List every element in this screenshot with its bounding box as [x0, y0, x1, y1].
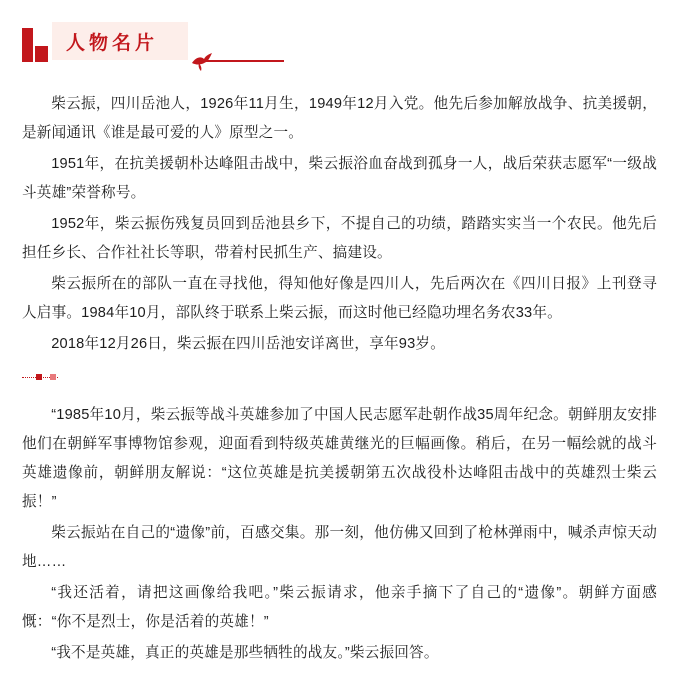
paragraph: 1952年，柴云振伤残复员回到岳池县乡下，不提自己的功绩，踏踏实实当一个农民。他先后担任乡长、合作社社长等职，带着村民抓生产、搞建设。	[22, 216, 657, 261]
divider-square-dark	[36, 374, 42, 380]
paragraph: 1951年，在抗美援朝朴达峰阻击战中，柴云振浴血奋战到孤身一人，战后荣获志愿军“一级战斗英雄”荣誉称号。	[22, 156, 657, 201]
paragraph: 2018年12月26日，柴云振在四川岳池安详离世，享年93岁。	[51, 336, 446, 352]
document-header	[22, 14, 657, 76]
paragraph: “我还活着，请把这画像给我吧。”柴云振请求，他亲手摘下了自己的“遗像”。朝鲜方面感慨：“你不是烈士，你是活着的英雄！”	[22, 585, 657, 630]
paragraph: 柴云振所在的部队一直在寻找他，得知他好像是四川人，先后两次在《四川日报》上刊登寻人启事。1984年10月，部队终于联系上柴云振，而这时他已经隐功埋名务农33年。	[22, 276, 657, 321]
accent-block-tall	[22, 28, 33, 62]
divider-square-light	[50, 374, 56, 380]
paragraph: 柴云振，四川岳池人，1926年11月生，1949年12月入党。他先后参加解放战争、抗美援朝，是新闻通讯《谁是最可爱的人》原型之一。	[22, 96, 657, 141]
paragraph: “我不是英雄，真正的英雄是那些牺牲的战友。”柴云振回答。	[51, 645, 439, 661]
accent-block-short	[35, 46, 48, 62]
paragraph: 柴云振站在自己的“遗像”前，百感交集。那一刻，他仿佛又回到了枪林弹雨中，喊杀声惊天动地……	[22, 525, 657, 570]
document-page	[0, 14, 679, 677]
bird-icon	[190, 50, 214, 72]
page-title: 人物名片	[66, 32, 159, 54]
section-one	[22, 90, 657, 359]
section-two	[22, 401, 657, 668]
section-divider	[22, 365, 657, 391]
paragraph: “1985年10月，柴云振等战斗英雄参加了中国人民志愿军赴朝作战35周年纪念。朝鲜朋友安排他们在朝鲜军事博物馆参观，迎面看到特级英雄黄继光的巨幅画像。稍后，在另一幅绘就的战斗英雄遗像前，朝鲜朋友解说：“这位英雄是抗美援朝第五次战役朴达峰阻击战中的英雄烈士柴云振！”	[22, 407, 657, 510]
header-accent-blocks	[22, 28, 48, 62]
title-plate	[52, 22, 188, 60]
